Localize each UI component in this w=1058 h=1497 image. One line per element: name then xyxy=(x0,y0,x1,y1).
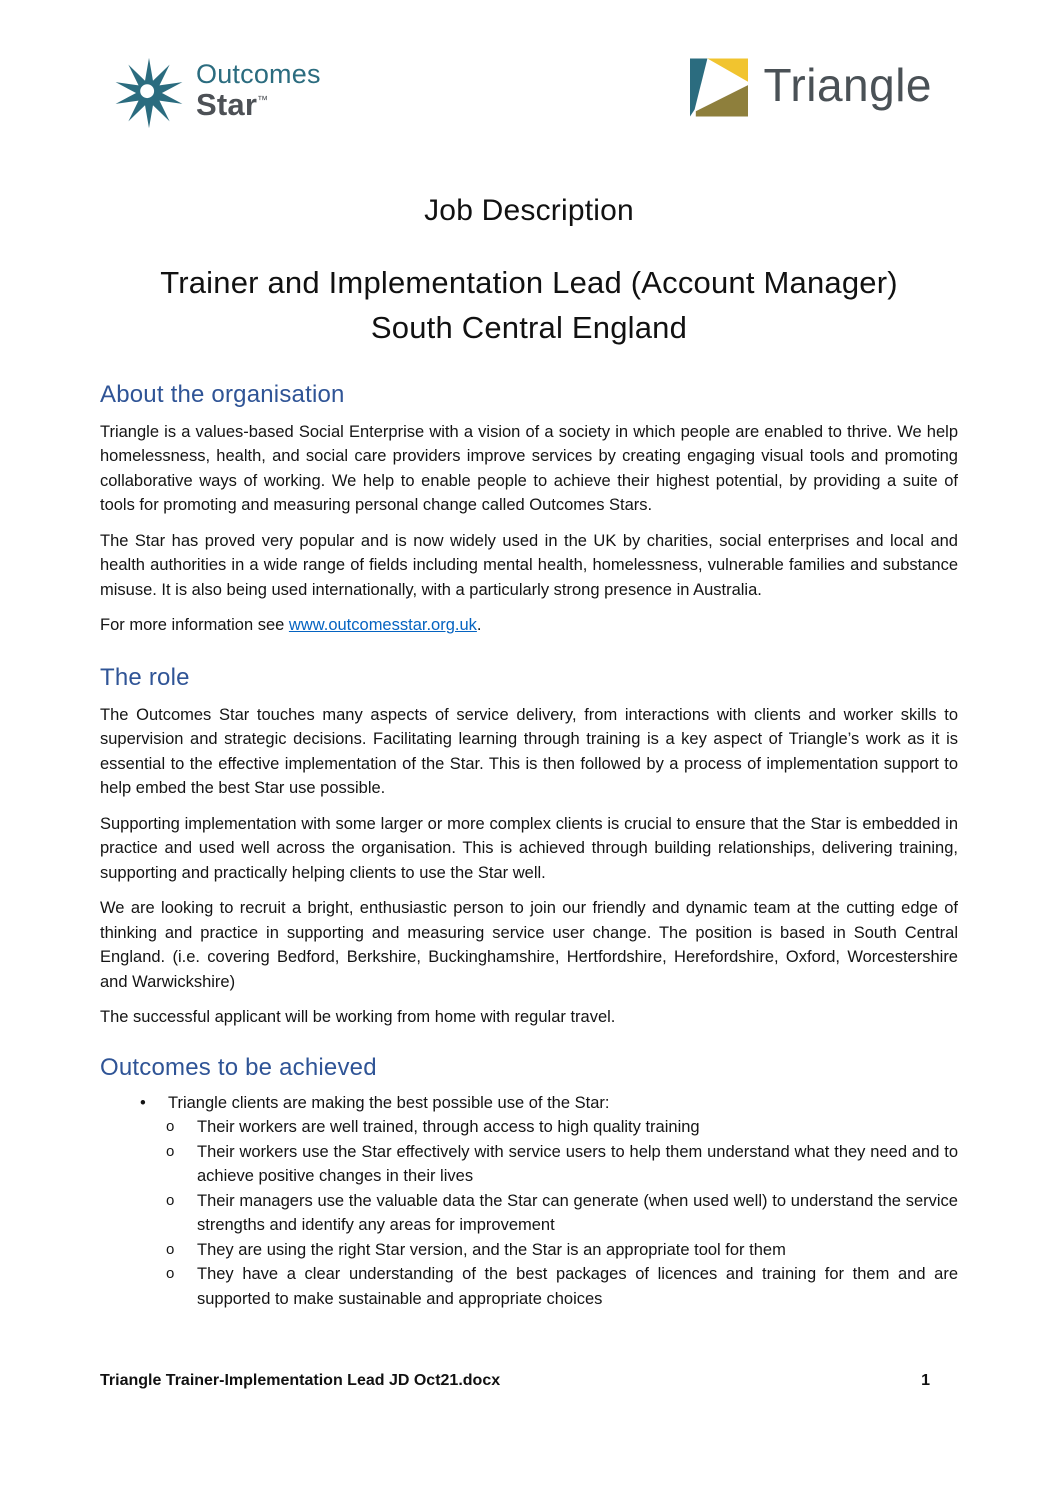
about-paragraph-1: Triangle is a values-based Social Enterprise with a vision of a society in which people are enabled to thrive. We help homelessness, health, and social care providers improve services by creating engaging visual tools and promoting collaborative ways of working. We help to enable people to achieve their highest potential, by providing a suite of tools for promoting and measuring personal change called Outcomes Stars. xyxy=(100,422,958,515)
circle-marker: o xyxy=(166,1142,175,1160)
role-paragraph-1: The Outcomes Star touches many aspects of service delivery, from interactions with clients and worker skills to supervision and strategic decisions. Facilitating learning through training is a key aspect of Triangle’s work as it is essential to the effective implementation of the Star. This is then followed by a process of implementation support to help embed the best Star use possible. xyxy=(100,705,958,798)
list-item-text: Their workers are well trained, through access to high quality training xyxy=(197,1118,700,1137)
about-paragraph-3 xyxy=(100,613,958,638)
list-item-text: Their workers use the Star effectively with service users to help them understand what they need and to achieve positive changes in their lives xyxy=(197,1142,958,1186)
list-item xyxy=(100,1091,958,1116)
circle-marker: o xyxy=(166,1265,175,1283)
logo-word-star: Star™ xyxy=(196,86,269,122)
section-heading-role: The role xyxy=(100,663,190,691)
outcomes-star-logo-text xyxy=(196,61,321,120)
section-heading-about: About the organisation xyxy=(100,380,345,408)
outcomesstar-link[interactable]: www.outcomesstar.org.uk xyxy=(288,616,477,635)
circle-marker: o xyxy=(166,1191,175,1209)
list-item-text: They are using the right Star version, and the Star is an appropriate tool for them xyxy=(197,1240,786,1259)
triangle-icon xyxy=(690,56,748,119)
footer-page-number: 1 xyxy=(921,1372,930,1389)
role-paragraph-4: The successful applicant will be working from home with regular travel. xyxy=(100,1008,616,1027)
job-title-line1: Trainer and Implementation Lead (Account Manager) xyxy=(160,265,898,300)
list-item xyxy=(100,1262,958,1311)
link-prefix-text: For more information see xyxy=(100,616,289,635)
star-icon xyxy=(112,56,186,130)
header xyxy=(0,0,1058,130)
logo-word-outcomes: Outcomes xyxy=(196,59,321,90)
trademark-symbol: ™ xyxy=(257,94,269,107)
circle-marker: o xyxy=(166,1118,175,1136)
circle-marker: o xyxy=(166,1240,175,1258)
list-item-text: Triangle clients are making the best possible use of the Star: xyxy=(168,1093,610,1112)
role-paragraph-3: We are looking to recruit a bright, enthusiastic person to join our friendly and dynamic team at the cutting edge of thinking and practice in supporting and measuring service user change. The position is based in South Central England. (i.e. covering Bedford, Berkshire, Buckinghamshire, Hertfordshire, Herefordshire, Oxford, Worcestershire and Warwickshire) xyxy=(100,899,958,991)
footer-filename: Triangle Trainer-Implementation Lead JD Oct21.docx xyxy=(100,1372,501,1389)
bullet-marker: • xyxy=(140,1093,146,1112)
job-title xyxy=(0,261,1058,351)
document-body xyxy=(0,381,1058,1312)
page-title: Job Description xyxy=(424,194,634,227)
list-item xyxy=(100,1115,958,1140)
outcomes-bullet-list xyxy=(100,1091,958,1312)
about-paragraph-2: The Star has proved very popular and is now widely used in the UK by charities, social enterprises and local and health authorities in a wide range of fields including mental health, homelessness, vulnerable families and substance misuse. It is also being used internationally, with a particularly strong presence in Australia. xyxy=(100,531,958,599)
outcomes-star-logo xyxy=(112,56,321,130)
triangle-logo-text: Triangle xyxy=(763,58,932,111)
triangle-logo xyxy=(690,56,932,119)
list-item-text: Their managers use the valuable data the Star can generate (when used well) to understand the service strengths and identify any areas for improvement xyxy=(197,1191,958,1235)
page-footer xyxy=(100,1372,930,1390)
link-suffix-text: . xyxy=(476,616,482,635)
list-item xyxy=(100,1140,958,1189)
job-title-line2: South Central England xyxy=(370,309,688,345)
section-heading-outcomes: Outcomes to be achieved xyxy=(100,1053,377,1081)
list-item-text: They have a clear understanding of the best packages of licences and training for them and are supported to make sustainable and appropriate choices xyxy=(197,1265,958,1308)
list-item xyxy=(100,1238,958,1263)
list-item xyxy=(100,1189,958,1238)
role-paragraph-2: Supporting implementation with some larger or more complex clients is crucial to ensure that the Star is embedded in practice and used well across the organisation. This is achieved through building relationships, delivering training, supporting and practically helping clients to use the Star well. xyxy=(100,814,958,882)
